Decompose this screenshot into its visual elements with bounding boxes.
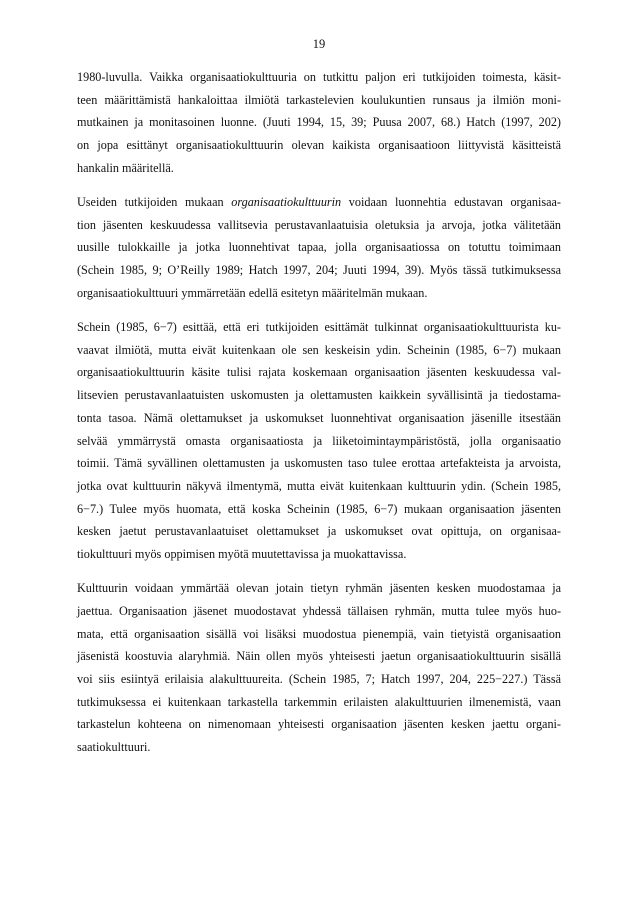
text-line: jäsenistä koostuvia alaryhmiä. Näin ollen myös yhteisesti jaetun organisaatiokulttuurin sisällä (77, 649, 561, 664)
text-line: jotka ovat kulttuurin näkyvä ilmentymä, mutta eivät kuitenkaan kulttuurin ydin. (Schein 1985, (77, 478, 561, 493)
text-line: tonta tasoa. Nämä olettamukset ja uskomukset luonnehtivat organisaation jäsenille itsestään (77, 410, 561, 425)
paragraph-3 (77, 316, 561, 566)
text-line: mutkainen ja monitasoinen luonne. (Juuti 1994, 15, 39; Puusa 2007, 68.) Hatch (1997, 202) (77, 115, 561, 130)
text-line: saatiokulttuuri. (77, 740, 151, 755)
text-line: vaavat ilmiötä, mutta eivät kuitenkaan ole sen keskeisin ydin. Scheinin (1985, 6−7) mukaan (77, 342, 561, 357)
text-line (77, 191, 561, 214)
paragraph-2 (77, 191, 561, 304)
text-run: Useiden tutkijoiden mukaan (77, 195, 232, 210)
text-line: Schein (1985, 6−7) esittää, että eri tutkijoiden esittämät tulkinnat organisaatiokulttuurista ku- (77, 320, 561, 335)
text-line: hankalin määritellä. (77, 160, 174, 175)
text-line: tion jäsenten keskuudessa vallitsevia perustavanlaatuisia oletuksia ja arvoja, jotka välitetään (77, 217, 561, 232)
text-line: tarkastelun kohteena on nimenomaan yhteisesti organisaation jäsenten kesken jaettu organi- (77, 717, 561, 732)
text-line: tiokulttuuri myös oppimisen myötä muutettavissa ja muokattavissa. (77, 546, 407, 561)
text-line: uusille tulokkaille ja jotka luonnehtivat tapaa, jolla organisaatiossa on totuttu toimimaan (77, 240, 561, 255)
body-text (77, 66, 561, 759)
text-line: litsevien perustavanlaatuisten uskomusten ja olettamusten kaikkein syvällisintä ja tiedostama- (77, 388, 561, 403)
text-line: teen määrittämistä hankaloittaa ilmiötä tarkastelevien koulukuntien runsaus ja ilmiön moni- (77, 92, 561, 107)
text-line: 1980-luvulla. Vaikka organisaatiokulttuuria on tutkittu paljon eri tutkijoiden toimesta, käsit- (77, 70, 561, 84)
text-line: tutkimuksessa ei kuitenkaan tarkastella tarkemmin erilaisten alakulttuurien ilmenemistä, vaan (77, 694, 561, 709)
text-line: toimii. Tämä syvällinen olettamusten ja uskomusten taso tulee erottaa artefakteista ja arvoista, (77, 456, 561, 471)
paragraph-4 (77, 577, 561, 759)
text-line: 6−7.) Tulee myös huomata, että koska Scheinin (1985, 6−7) mukaan organisaation jäsenten (77, 501, 561, 516)
text-line: (Schein 1985, 9; O’Reilly 1989; Hatch 1997, 204; Juuti 1994, 39). Myös tässä tutkimuksessa (77, 263, 561, 278)
paragraph-1 (77, 66, 561, 179)
text-line: voi siis esiintyä erilaisia alakulttuureita. (Schein 1985, 7; Hatch 1997, 204, 225−227.) Tässä (77, 671, 561, 686)
text-line: on jopa esittänyt organisaatiokulttuurin olevan kaikista organisaatioon liittyvistä käsitteistä (77, 138, 561, 153)
text-line: mata, että organisaation sisällä voi lisäksi muodostua pienempiä, vain tietyistä organisaation (77, 626, 561, 641)
text-line: organisaatiokulttuurin käsite tulisi rajata koskemaan organisaation jäsenten keskuudessa val- (77, 365, 561, 380)
text-line: jaettua. Organisaation jäsenet muodostavat yhdessä tällaisen ryhmän, mutta tulee myös huo- (77, 603, 561, 618)
text-line: organisaatiokulttuuri ymmärretään edellä esitetyn määritelmän mukaan. (77, 285, 428, 300)
page-number: 19 (312, 37, 326, 51)
italic-term: organisaatiokulttuurin (231, 195, 342, 210)
text-line: selvää ymmärrystä omasta organisaatiosta ja liiketoimintaympäristöstä, jolla organisaatio (77, 433, 561, 448)
text-run: voidaan luonnehtia edustavan organisaa- (341, 195, 561, 210)
text-line: kesken jaetut perustavanlaatuiset olettamukset ja uskomukset ovat opittuja, on organisaa- (77, 524, 561, 539)
text-line: Kulttuurin voidaan ymmärtää olevan jotain tietyn ryhmän jäsenten kesken muodostamaa ja (77, 581, 561, 596)
